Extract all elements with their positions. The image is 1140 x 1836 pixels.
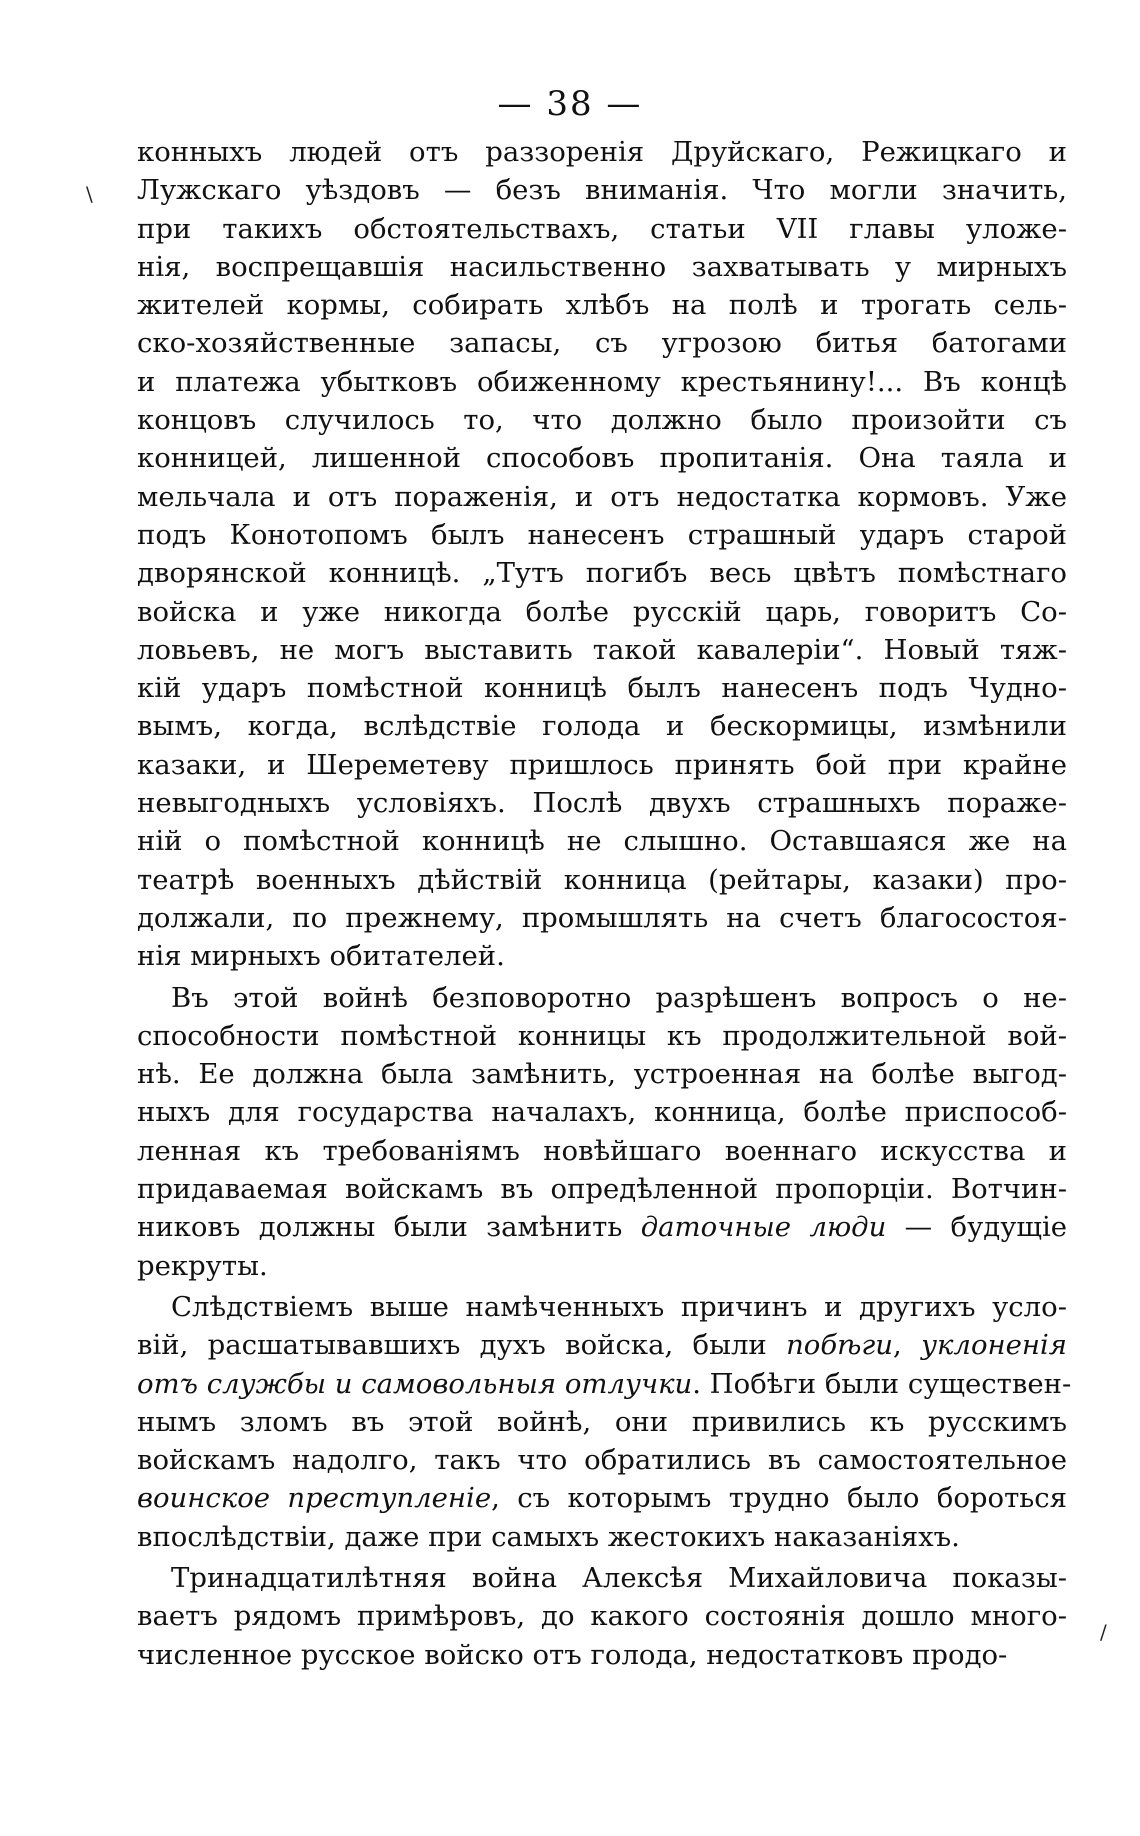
text-line (137, 1559, 1067, 1597)
text-run: вымъ, когда, вслѣдствіе голода и бескормицы, измѣнили (137, 710, 1067, 743)
text-line (137, 1055, 1067, 1093)
text-run: жителей кормы, собирать хлѣбъ на полѣ и трогать сель- (137, 289, 1067, 322)
text-run: ныхъ для государства началахъ, конница, болѣе приспособ- (137, 1096, 1067, 1129)
text-line (137, 1247, 1067, 1285)
text-run: должали, по прежнему, промышлять на счетъ благосостоя- (137, 901, 1067, 934)
text-line (137, 324, 1067, 362)
text-line (137, 516, 1067, 554)
paragraph-4 (137, 1559, 1067, 1674)
text-line (137, 861, 1067, 899)
body-text (137, 133, 1072, 1677)
text-line (137, 210, 1067, 248)
text-line (137, 593, 1067, 631)
text-run: концовъ случилось то, что должно было произойти съ (137, 404, 1067, 437)
text-run: придаваемая войскамъ въ опредѣленной пропорціи. Вотчин- (137, 1173, 1067, 1206)
text-run: при такихъ обстоятельствахъ, статьи VII главы уложе- (137, 212, 1067, 245)
paragraph-3 (137, 1288, 1072, 1556)
text-line (137, 478, 1067, 516)
text-line (137, 979, 1067, 1017)
paragraph-2 (137, 979, 1067, 1285)
page-number: — 38 — (497, 84, 643, 124)
text-run: дворянской конницѣ. „Тутъ погибъ весь цвѣтъ помѣстнаго (137, 557, 1067, 590)
text-line (137, 746, 1067, 784)
text-run: , (893, 1329, 922, 1362)
text-line (137, 133, 1067, 171)
text-line (137, 1403, 1067, 1441)
text-run: и платежа убытковъ обиженному крестьянину!... Въ концѣ (137, 365, 1067, 398)
italic-term: воинское преступленіе (137, 1482, 492, 1515)
text-line (137, 1170, 1067, 1208)
text-run: вій, расшатывавшихъ духъ войска, были (137, 1329, 787, 1362)
text-run: нымъ зломъ въ этой войнѣ, они привились къ русскимъ (137, 1405, 1067, 1438)
text-run: невыгодныхъ условіяхъ. Послѣ двухъ страшныхъ пораже- (137, 787, 1067, 820)
text-line (137, 1093, 1067, 1131)
text-run: конныхъ людей отъ раззоренія Друйскаго, Режицкаго и (137, 136, 1067, 168)
text-run: казаки, и Шереметеву пришлось принять бой при крайне (137, 748, 1067, 781)
text-line (137, 363, 1067, 401)
text-run: никовъ должны были замѣнить (137, 1211, 641, 1244)
text-line (137, 1017, 1067, 1055)
text-line (137, 1365, 1072, 1403)
text-line (137, 1518, 1067, 1556)
text-run: нія, воспрещавшія насильственно захватывать у мирныхъ (137, 250, 1067, 283)
text-run: войска и уже никогда болѣе русскій царь, говоритъ Со- (137, 595, 1067, 628)
margin-mark-left: \ (86, 182, 93, 206)
text-line (137, 248, 1067, 286)
italic-term: побѣги (786, 1329, 893, 1362)
text-line (137, 937, 1067, 975)
text-line (137, 1208, 1067, 1246)
text-run: ско-хозяйственные запасы, съ угрозою битья батогами (137, 327, 1067, 360)
text-run: театрѣ военныхъ дѣйствій конница (рейтары, казаки) про- (137, 863, 1067, 896)
text-run: нѣ. Ее должна была замѣнить, устроенная на болѣе выгод- (137, 1058, 1067, 1091)
text-line (137, 1479, 1067, 1517)
italic-term: даточные люди (640, 1211, 887, 1244)
text-line (137, 554, 1067, 592)
italic-term: отъ службы и самовольныя отлучки (137, 1367, 693, 1400)
text-line (137, 1326, 1067, 1364)
text-run: численное русское войско отъ голода, недостатковъ продо- (137, 1638, 1008, 1671)
text-run: подъ Конотопомъ былъ нанесенъ страшный ударъ старой (137, 518, 1067, 551)
text-run: — будущіе (886, 1211, 1068, 1244)
text-run: Въ этой войнѣ безповоротно разрѣшенъ вопросъ о не- (171, 981, 1067, 1014)
text-line (137, 669, 1067, 707)
text-run: нія мирныхъ обитателей. (137, 940, 505, 973)
text-line (137, 171, 1067, 209)
text-line (137, 899, 1067, 937)
text-run: Лужскаго уѣздовъ — безъ вниманія. Что могли значить, (137, 174, 1067, 207)
text-line (137, 1441, 1067, 1479)
text-line (137, 1288, 1067, 1326)
text-run: конницей, лишенной способовъ пропитанія. Она таяла и (137, 442, 1067, 475)
text-run: впослѣдствіи, даже при самыхъ жестокихъ наказаніяхъ. (137, 1520, 960, 1553)
text-run: ленная къ требованіямъ новѣйшаго военнаго искусства и (137, 1134, 1067, 1167)
text-line (137, 784, 1067, 822)
text-run: ловьевъ, не могъ выставить такой кавалеріи“. Новый тяж- (137, 633, 1067, 666)
text-line (137, 1636, 1067, 1674)
text-run: ній о помѣстной конницѣ не слышно. Оставшаяся же на (137, 825, 1067, 858)
text-line (137, 707, 1067, 745)
text-line (137, 822, 1067, 860)
italic-term: уклоненія (921, 1329, 1068, 1362)
text-run: мельчала и отъ пораженія, и отъ недостатка кормовъ. Уже (137, 480, 1067, 513)
text-line (137, 286, 1067, 324)
text-run: Слѣдствіемъ выше намѣченныхъ причинъ и другихъ усло- (171, 1290, 1067, 1323)
text-run: способности помѣстной конницы къ продолжительной вой- (137, 1019, 1067, 1052)
text-line (137, 401, 1067, 439)
paragraph-1 (137, 133, 1067, 976)
text-run: Тринадцатилѣтняя война Алексѣя Михайловича показы- (171, 1561, 1067, 1594)
text-run: рекруты. (137, 1249, 268, 1282)
text-line (137, 1132, 1067, 1170)
text-run: кій ударъ помѣстной конницѣ былъ нанесенъ подъ Чудно- (137, 672, 1067, 705)
text-line (137, 1597, 1067, 1635)
text-run: . Побѣги были существен- (692, 1367, 1072, 1400)
margin-mark-right: / (1100, 1620, 1107, 1644)
text-line (137, 631, 1067, 669)
text-run: ваетъ рядомъ примѣровъ, до какого состоянія дошло много- (137, 1600, 1067, 1633)
text-run: , съ которымъ трудно было бороться (491, 1482, 1068, 1515)
text-line (137, 439, 1067, 477)
text-run: войскамъ надолго, такъ что обратились въ самостоятельное (137, 1444, 1067, 1477)
